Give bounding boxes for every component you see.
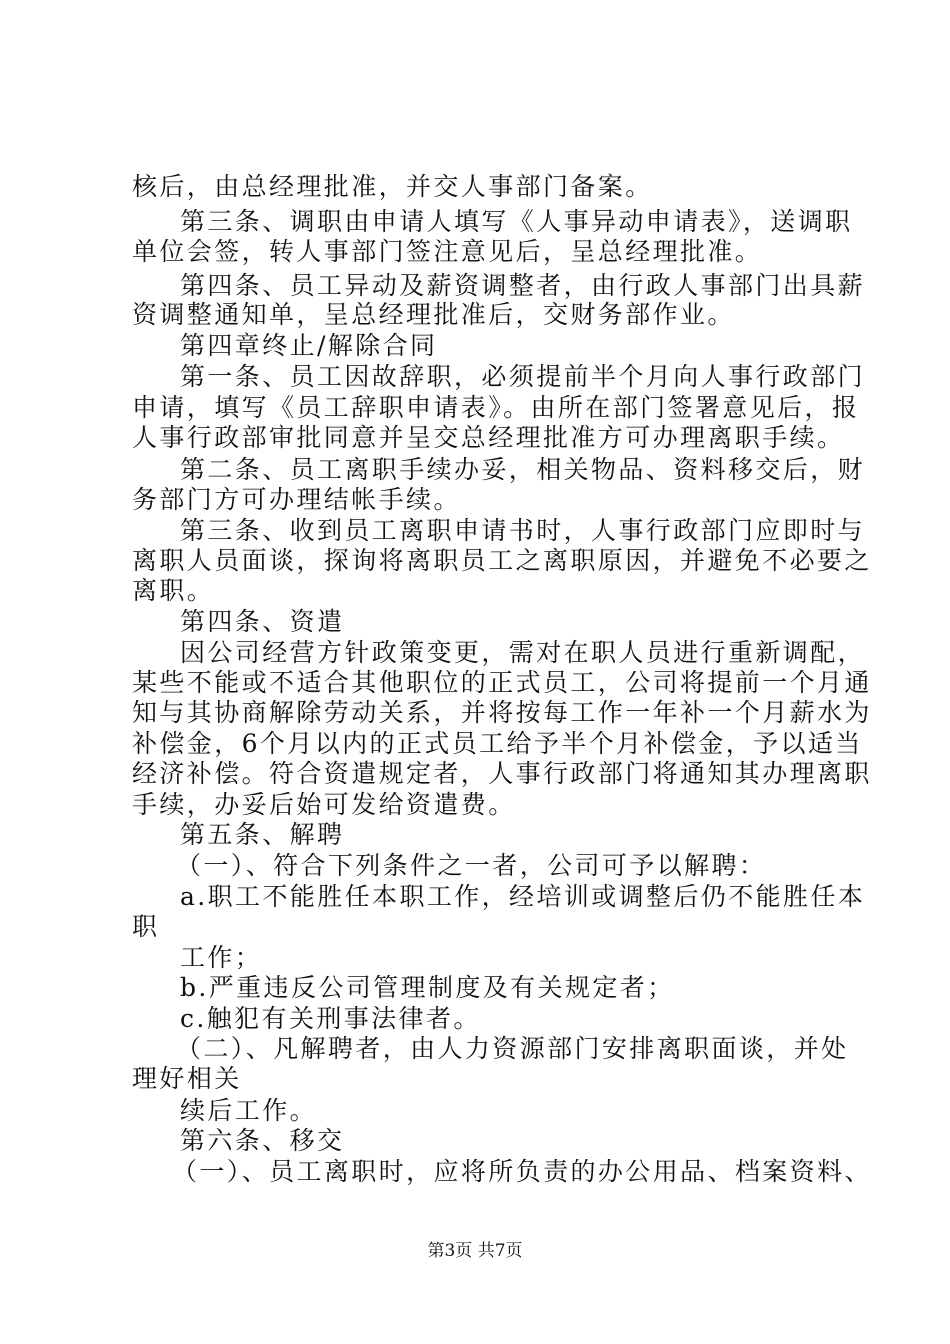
text-line: 离职。 [132,576,215,605]
list-item: c.触犯有关刑事法律者。 [180,1004,481,1033]
text-line: 离职人员面谈，探询将离职员工之离职原因，并避免不必要之 [132,546,872,575]
page-number-footer: 第3页 共7页 [427,1241,523,1261]
text-line: 第四条、员工异动及薪资调整者，由行政人事部门出具薪 [180,271,866,300]
text-line: 工作； [180,943,263,972]
text-line: 职 [132,912,160,941]
text-line: 申请，填写《员工辞职申请表》。由所在部门签署意见后，报 [132,393,860,422]
list-item: a.职工不能胜任本职工作，经培训或调整后仍不能胜任本 [180,882,866,911]
text-line: 人事行政部审批同意并呈交总经理批准方可办理离职手续。 [132,423,845,452]
text-line: 某些不能或不适合其他职位的正式员工，公司将提前一个月通 [132,668,872,697]
text-line: 第三条、调职由申请人填写《人事异动申请表》，送调职 [180,207,853,236]
text-line: （一）、符合下列条件之一者，公司可予以解聘： [176,851,767,880]
section-heading: 第四条、资遣 [180,607,345,636]
list-item: b.严重违反公司管理制度及有关规定者； [180,973,675,1002]
text-line: （一）、员工离职时，应将所负责的办公用品、档案资料、 [172,1157,872,1186]
text-line: 资调整通知单，呈总经理批准后，交财务部作业。 [132,300,735,329]
text-line: 因公司经营方针政策变更，需对在职人员进行重新调配， [180,638,866,667]
text-line: 手续，办妥后始可发给资遣费。 [132,790,516,819]
text-line: 续后工作。 [180,1096,318,1125]
text-line: 第三条、收到员工离职申请书时，人事行政部门应即时与 [180,516,866,545]
text-line: 核后，由总经理批准，并交人事部门备案。 [132,172,653,201]
text-line: 补偿金，6个月以内的正式员工给予半个月补偿金，予以适当 [132,729,863,758]
text-line: 第一条、员工因故辞职，必须提前半个月向人事行政部门 [180,362,866,391]
section-heading: 第五条、解聘 [180,820,345,849]
chapter-heading: 第四章终止/解除合同 [180,331,438,360]
text-line: 务部门方可办理结帐手续。 [132,485,461,514]
text-line: 单位会签，转人事部门签注意见后，呈总经理批准。 [132,237,763,266]
text-line: 第二条、员工离职手续办妥，相关物品、资料移交后，财 [180,455,866,484]
text-line: 理好相关 [132,1064,242,1093]
section-heading: 第六条、移交 [180,1126,345,1155]
text-line: 知与其协商解除劳动关系，并将按每工作一年补一个月薪水为 [132,698,872,727]
text-line: （二）、凡解聘者，由人力资源部门安排离职面谈，并处 [176,1034,849,1063]
text-line: 经济补偿。符合资遣规定者，人事行政部门将通知其办理离职 [132,759,872,788]
